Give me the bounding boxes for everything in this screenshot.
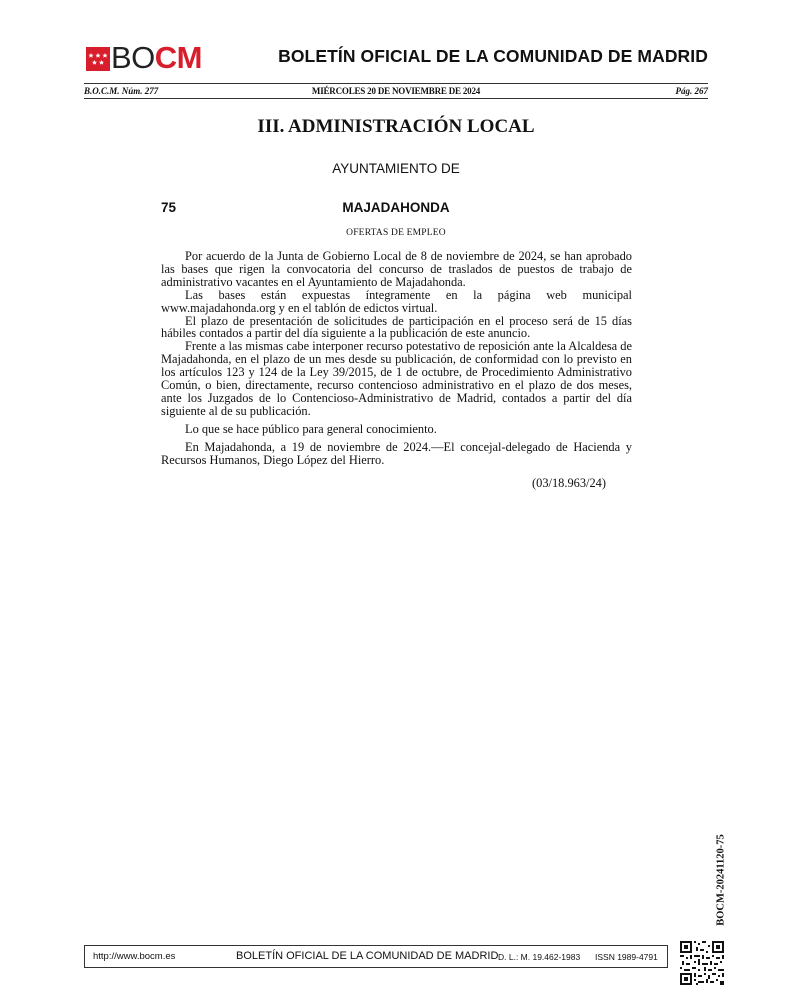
side-code-text: BOCM-20241120-75 — [715, 834, 727, 926]
paragraph: Por acuerdo de la Junta de Gobierno Local de 8 de noviembre de 2024, se han aprobado las bases que rigen la convocatoria del concurso de traslados de puestos de trabajo de administrativo vacantes en el Ayuntamiento de Majadahonda. — [161, 249, 632, 289]
header-divider-top — [84, 83, 708, 84]
announcement-body — [161, 250, 632, 467]
logo-text-bo: BO — [111, 40, 155, 75]
issue-date: MIÉRCOLES 20 DE NOVIEMBRE DE 2024 — [311, 86, 481, 96]
paragraph: Lo que se hace público para general conocimiento. — [185, 421, 437, 436]
footer-issn: ISSN 1989-4791 — [595, 952, 658, 962]
ayuntamiento-label: AYUNTAMIENTO DE — [332, 161, 460, 176]
madrid-flag-icon — [86, 47, 110, 71]
paragraph: Frente a las mismas cabe interponer recurso potestativo de reposición ante la Alcaldesa de Majadahonda, en el plazo de un mes desde su publicación, de conformidad con lo previsto en los artículos 123 y 124 de la Ley 39/2015, de 1 de octubre, de Procedimiento Administrativo Común, o bien, directamente, recurso contencioso administrativo en el plazo de dos meses, ante los Juzgados de lo Contencioso-Administrativo de Madrid, contados a partir del día siguiente al de su publicación. — [161, 339, 632, 418]
footer-bar — [84, 945, 668, 968]
paragraph: El plazo de presentación de solicitudes de participación en el proceso será de 15 días hábiles contados a partir del día siguiente a la publicación de este anuncio. — [161, 313, 632, 341]
footer-url-link[interactable]: http://www.bocm.es — [93, 951, 176, 962]
page-number: Pág. 267 — [675, 86, 708, 96]
announcement-number: 75 — [161, 200, 177, 215]
reference-code: (03/18.963/24) — [532, 476, 606, 490]
issue-number: B.O.C.M. Núm. 277 — [84, 86, 159, 96]
announcement-subheading: OFERTAS DE EMPLEO — [346, 228, 446, 238]
section-title: III. ADMINISTRACIÓN LOCAL — [257, 116, 535, 137]
municipality-name: MAJADAHONDA — [342, 200, 450, 215]
signature-paragraph: En Majadahonda, a 19 de noviembre de 2024.—El concejal-delegado de Hacienda y Recursos Humanos, Diego López del Hierro. — [161, 439, 632, 467]
footer-legal-deposit: D. L.: M. 19.462-1983 — [498, 952, 581, 962]
bulletin-title: BOLETÍN OFICIAL DE LA COMUNIDAD DE MADRID — [278, 46, 708, 66]
footer-title: BOLETÍN OFICIAL DE LA COMUNIDAD DE MADRID — [236, 950, 499, 962]
header-divider-bottom — [84, 98, 708, 99]
paragraph: Las bases están expuestas íntegramente en la página web municipal www.majadahonda.org y en el tablón de edictos virtual. — [161, 287, 632, 315]
qr-code-icon — [679, 940, 725, 986]
logo-text-cm: CM — [154, 40, 203, 75]
bocm-logo — [86, 42, 202, 74]
side-document-code — [708, 830, 734, 930]
